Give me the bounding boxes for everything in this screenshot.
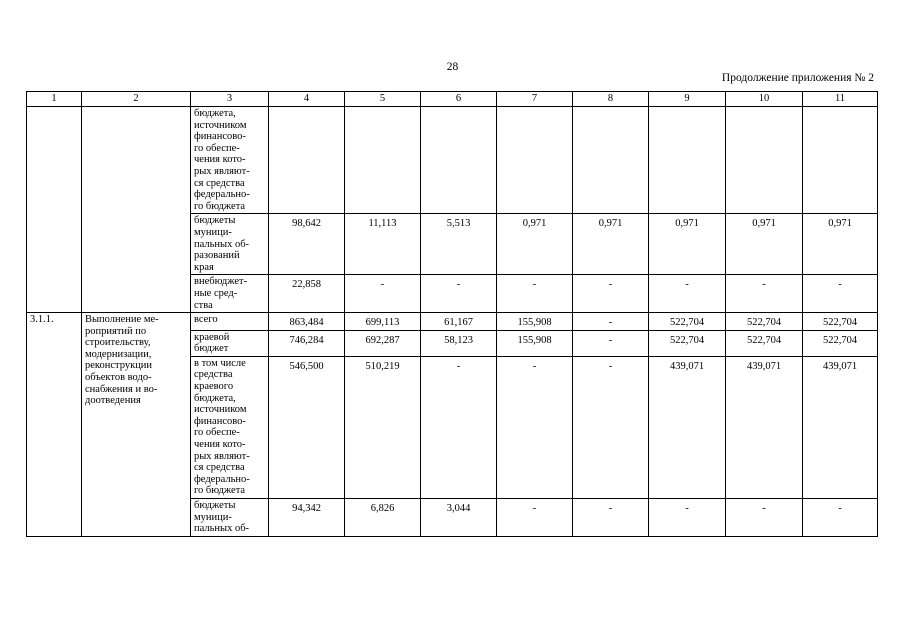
funding-source: всего [191, 313, 269, 331]
funding-source: бюджеты муници- пальных об- разований края [191, 214, 269, 275]
value-cell: 0,971 [803, 214, 878, 275]
item-name [82, 107, 191, 313]
value-cell: - [497, 499, 573, 537]
table-row [27, 313, 878, 331]
value-cell: - [421, 275, 497, 313]
value-cell: 746,284 [269, 330, 345, 356]
header-cell: 5 [345, 92, 421, 107]
value-cell: - [421, 356, 497, 498]
header-cell: 11 [803, 92, 878, 107]
header-cell: 9 [649, 92, 726, 107]
header-cell: 1 [27, 92, 82, 107]
value-cell: - [573, 275, 649, 313]
value-cell: 863,484 [269, 313, 345, 331]
value-cell: - [649, 275, 726, 313]
value-cell: 22,858 [269, 275, 345, 313]
table-row [27, 107, 878, 214]
item-name: Выполнение ме- роприятий по строительству, модернизации, реконструкции объектов водо- снабжения и во- доотведения [82, 313, 191, 537]
item-code [27, 107, 82, 313]
value-cell: 94,342 [269, 499, 345, 537]
value-cell: - [726, 275, 803, 313]
continuation-label: Продолжение приложения № 2 [721, 72, 874, 84]
value-cell: 510,219 [345, 356, 421, 498]
value-cell: - [573, 313, 649, 331]
header-cell: 8 [573, 92, 649, 107]
value-cell: 439,071 [649, 356, 726, 498]
value-cell: 155,908 [497, 330, 573, 356]
funding-source: в том числе средства краевого бюджета, источником финансово- го обеспе- чения кото- рых являют- ся средства федерально- го бюджета [191, 356, 269, 498]
value-cell: - [497, 356, 573, 498]
value-cell: - [803, 499, 878, 537]
value-cell [421, 107, 497, 214]
value-cell [573, 107, 649, 214]
value-cell: 0,971 [649, 214, 726, 275]
header-cell: 2 [82, 92, 191, 107]
value-cell: 522,704 [803, 330, 878, 356]
value-cell: 58,123 [421, 330, 497, 356]
value-cell [649, 107, 726, 214]
header-cell: 4 [269, 92, 345, 107]
value-cell [497, 107, 573, 214]
funding-source: краевой бюджет [191, 330, 269, 356]
header-cell: 6 [421, 92, 497, 107]
value-cell: 155,908 [497, 313, 573, 331]
value-cell: 522,704 [649, 330, 726, 356]
value-cell: 0,971 [726, 214, 803, 275]
header-cell: 3 [191, 92, 269, 107]
value-cell: 522,704 [649, 313, 726, 331]
value-cell: - [803, 275, 878, 313]
value-cell: 522,704 [803, 313, 878, 331]
value-cell: 439,071 [726, 356, 803, 498]
header-cell: 10 [726, 92, 803, 107]
value-cell [345, 107, 421, 214]
value-cell: - [497, 275, 573, 313]
value-cell: 0,971 [497, 214, 573, 275]
value-cell: 3,044 [421, 499, 497, 537]
value-cell: 6,826 [345, 499, 421, 537]
value-cell: 522,704 [726, 330, 803, 356]
header-cell: 7 [497, 92, 573, 107]
value-cell: 699,113 [345, 313, 421, 331]
value-cell: 692,287 [345, 330, 421, 356]
funding-source: внебюджет- ные сред- ства [191, 275, 269, 313]
item-code: 3.1.1. [27, 313, 82, 537]
value-cell: 439,071 [803, 356, 878, 498]
value-cell: 61,167 [421, 313, 497, 331]
funding-source: бюджеты муници- пальных об- [191, 499, 269, 537]
value-cell: - [573, 356, 649, 498]
value-cell: 5,513 [421, 214, 497, 275]
value-cell [269, 107, 345, 214]
value-cell: 98,642 [269, 214, 345, 275]
funding-source: бюджета, источником финансово- го обеспе- чения кото- рых являют- ся средства федерально- го бюджета [191, 107, 269, 214]
value-cell: 522,704 [726, 313, 803, 331]
value-cell: 11,113 [345, 214, 421, 275]
page-number: 28 [446, 61, 459, 73]
header-row [27, 92, 878, 107]
value-cell: 0,971 [573, 214, 649, 275]
value-cell [803, 107, 878, 214]
value-cell: - [345, 275, 421, 313]
value-cell: - [726, 499, 803, 537]
value-cell: - [573, 330, 649, 356]
value-cell: - [649, 499, 726, 537]
value-cell: 546,500 [269, 356, 345, 498]
data-table [26, 91, 878, 537]
value-cell [726, 107, 803, 214]
value-cell: - [573, 499, 649, 537]
